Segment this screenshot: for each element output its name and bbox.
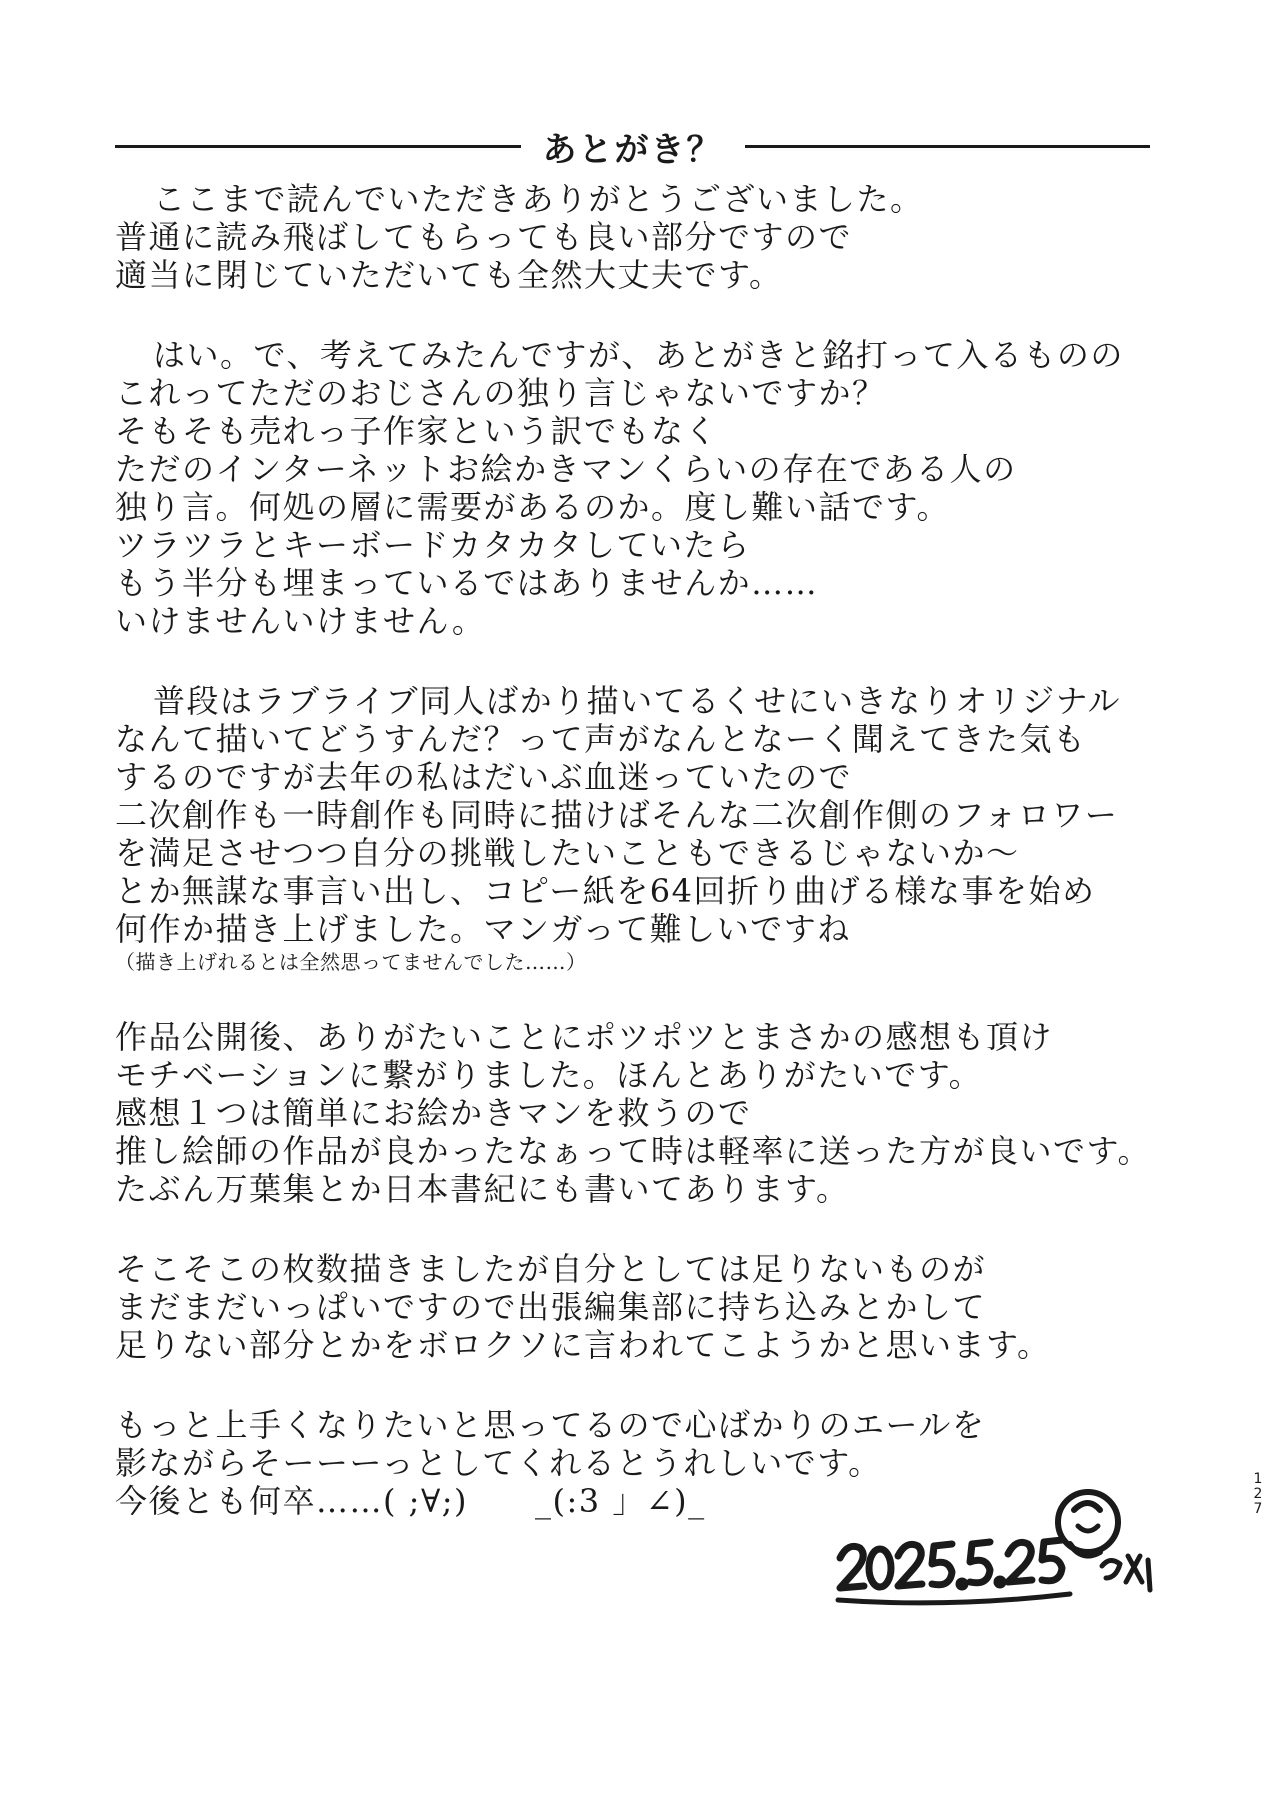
text-line: 推し絵師の作品が良かったなぁって時は軽率に送った方が良いです。 (115, 1132, 1151, 1170)
text-line: 作品公開後、ありがたいことにポツポツとまさかの感想も頂け (115, 1018, 1054, 1056)
text-line: ここまで読んでいただきありがとうございました。 (153, 180, 924, 218)
text-line: 普通に読み飛ばしてもらっても良い部分ですので (115, 218, 853, 256)
paragraph (115, 336, 1195, 640)
handwritten-signature (830, 1470, 1160, 1620)
paragraph-gap (115, 976, 1195, 1018)
text-line: 二次創作も一時創作も同時に描けばそんな二次創作側のフォロワー (115, 796, 1119, 834)
text-line: なんて描いてどうすんだ？って声がなんとなーく聞えてきた気も (115, 720, 1087, 758)
text-line: 適当に閉じていただいても全然大丈夫です。 (115, 256, 783, 294)
text-line: もっと上手くなりたいと思ってるので心ばかりのエールを (115, 1406, 986, 1444)
text-line: そもそも売れっ子作家という訳でもなく (115, 412, 719, 450)
text-line: 今後とも何卒……( ;∀;) _(:3 」∠)_ (115, 1482, 706, 1520)
paragraph-gap (115, 1208, 1195, 1250)
title-row (115, 120, 1150, 172)
text-line: 何作か描き上げました。マンガって難しいですね (115, 910, 851, 948)
text-line: を満足させつつ自分の挑戦したいこともできるじゃないか〜 (115, 834, 1020, 872)
paragraph-gap (115, 1364, 1195, 1406)
paragraph-gap (115, 294, 1195, 336)
text-line: これってただのおじさんの独り言じゃないですか？ (115, 374, 886, 412)
text-line: 影ながらそーーーっとしてくれるとうれしいです。 (115, 1444, 882, 1482)
title-rule-left (115, 145, 521, 148)
text-line: 感想１つは簡単にお絵かきマンを救うので (115, 1094, 752, 1132)
signature-name-drawing (1058, 1492, 1150, 1590)
paragraph-gap (115, 640, 1195, 682)
text-line: とか無謀な事言い出し、コピー紙を64回折り曲げる様な事を始め (115, 872, 1096, 910)
text-line: モチベーションに繋がりました。ほんとありがたいです。 (115, 1056, 983, 1094)
text-line: いけませんいけません。 (115, 602, 486, 640)
page-title: あとがき？ (542, 129, 723, 170)
text-line: ただのインターネットお絵かきマンくらいの存在である人の (115, 450, 1017, 488)
signature-date-drawing (838, 1540, 1070, 1603)
text-line: はい。で、考えてみたんですが、あとがきと銘打って入るものの (153, 336, 1124, 374)
text-line: 足りない部分とかをボロクソに言われてこようかと思います。 (115, 1326, 1051, 1364)
paragraph (115, 180, 1195, 294)
text-line: もう半分も埋まっているではありませんか…… (115, 564, 819, 602)
text-line: するのですが去年の私はだいぶ血迷っていたので (115, 758, 853, 796)
paragraph (115, 1018, 1195, 1208)
text-line: そこそこの枚数描きましたが自分としては足りないものが (115, 1250, 987, 1288)
text-line: 普段はラブライブ同人ばかり描いてるくせにいきなりオリジナル (153, 682, 1121, 720)
text-line: 独り言。何処の層に需要があるのか。度し難い話です。 (115, 488, 950, 526)
paragraph (115, 682, 1195, 976)
text-line-note: （描き上げれるとは全然思ってませんでした……） (115, 950, 587, 974)
title-rule-right (745, 145, 1151, 148)
text-line: まだまだいっぱいですので出張編集部に持ち込みとかして (115, 1288, 987, 1326)
afterword-body (115, 180, 1195, 1520)
page-number: 127 (1253, 1471, 1263, 1517)
text-line: ツラツラとキーボードカタカタしていたら (115, 526, 751, 564)
text-line: たぶん万葉集とか日本書紀にも書いてあります。 (115, 1170, 850, 1208)
paragraph (115, 1250, 1195, 1364)
